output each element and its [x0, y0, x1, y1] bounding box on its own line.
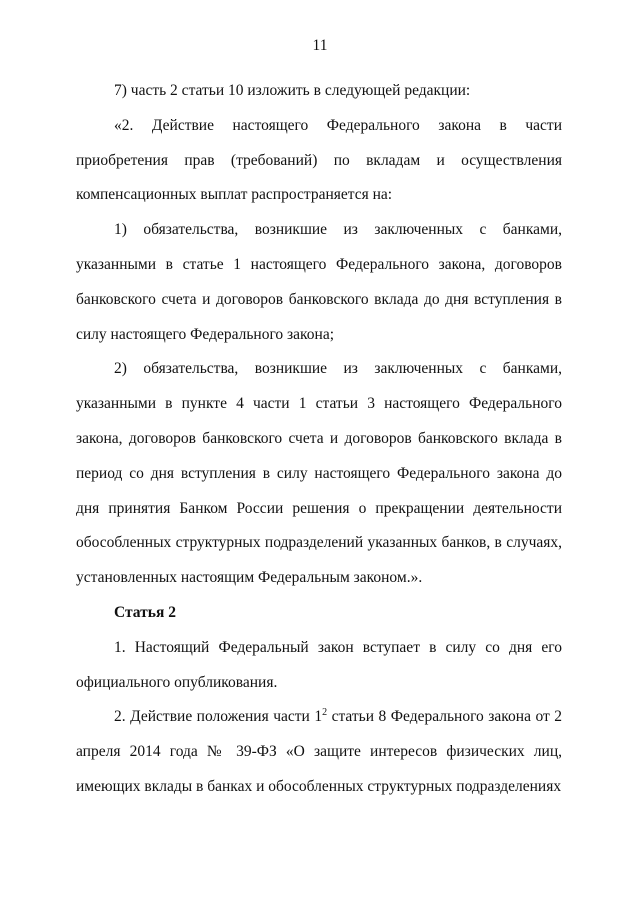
paragraph-item-1: 1) обязательства, возникшие из заключенных с банками, указанными в статье 1 настоящего Федерального закона, договоров банковского счета и договоров банковского вклада до дня вступления в силу настоящего Федерального закона;	[76, 221, 562, 343]
article-heading: Статья 2	[114, 603, 176, 621]
paragraph-article2-item-2	[76, 700, 562, 804]
p6-text-end: статьи 8 Федерального закона от 2 апреля 2014 года № 39-ФЗ «О защите интересов физических лиц, имеющих вклады в банках и обособленных структурных подразделениях	[76, 708, 562, 795]
p6-text-start: 2. Действие положения части 1	[114, 708, 323, 726]
paragraph-amendment-intro: 7) часть 2 статьи 10 изложить в следующей редакции:	[114, 82, 471, 99]
document-body	[76, 74, 562, 805]
paragraph-item-2: 2) обязательства, возникшие из заключенных с банками, указанными в пункте 4 части 1 статьи 3 настоящего Федерального закона, договоров банковского счета и договоров банковского вклада в период со дня вступления в силу настоящего Федерального закона до дня принятия Банком России решения о прекращении деятельности обособленных структурных подразделений указанных банков, в случаях, установленных настоящим Федеральным законом.».	[76, 360, 562, 587]
paragraph-quoted-clause: «2. Действие настоящего Федерального закона в части приобретения прав (требований) по вкладам и осуществления компенсационных выплат распространяется на:	[76, 116, 562, 204]
paragraph-article2-item-1: 1. Настоящий Федеральный закон вступает в силу со дня его официального опубликования.	[76, 638, 562, 691]
superscript: 2	[322, 707, 328, 719]
page-number: 11	[312, 37, 328, 54]
